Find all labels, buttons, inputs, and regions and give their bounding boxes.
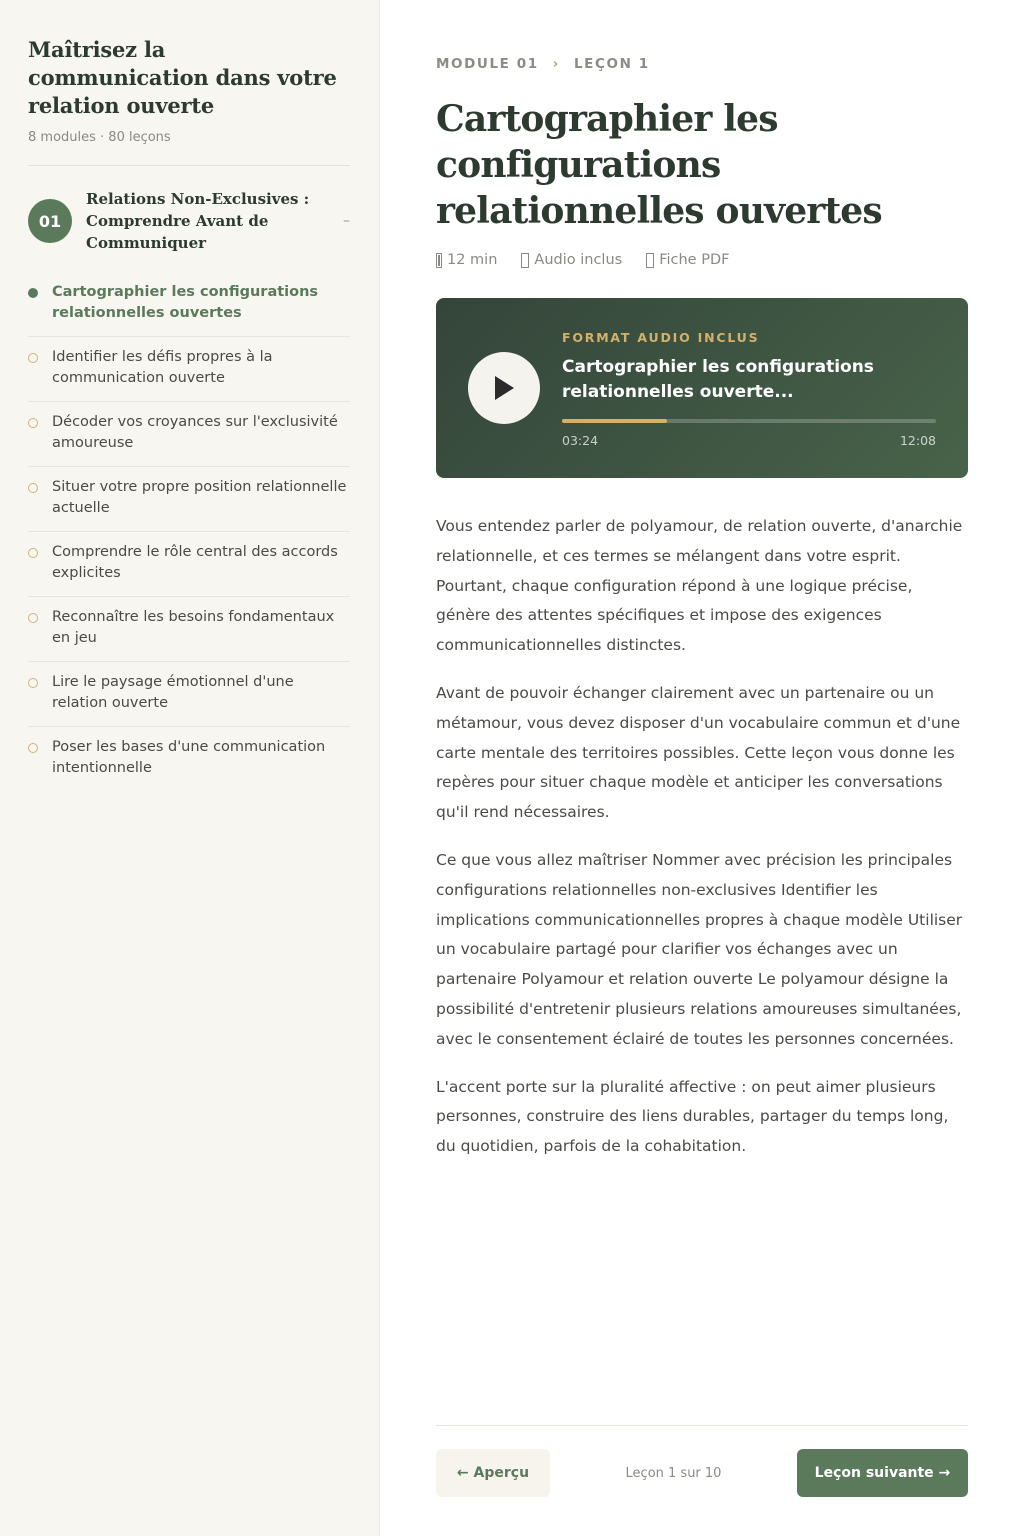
duration-text: 12 min — [447, 252, 498, 268]
lesson-dot-icon — [28, 483, 38, 493]
lesson-meta — [436, 252, 968, 268]
pdf-text: Fiche PDF — [659, 252, 730, 268]
lesson-item-2[interactable] — [28, 337, 350, 402]
page-title: Cartographier les configurations relationnelles ouvertes — [436, 98, 882, 232]
course-meta: 8 modules · 80 leçons — [28, 130, 171, 145]
lesson-item-8[interactable] — [28, 727, 350, 792]
lesson-dot-icon — [28, 353, 38, 363]
lesson-label: Lire le paysage émotionnel d'une relation ouverte — [52, 674, 294, 711]
lesson-body — [436, 512, 968, 1162]
lesson-item-1[interactable] — [28, 272, 350, 337]
audio-time-row — [562, 433, 936, 448]
audio-meta — [521, 252, 622, 268]
collapse-icon[interactable]: – — [343, 213, 350, 229]
sidebar-divider — [28, 165, 350, 166]
audio-track-title: Cartographier les configurations relationnelles ouverte... — [562, 357, 874, 402]
lesson-item-7[interactable] — [28, 662, 350, 727]
audio-player — [436, 298, 968, 478]
lesson-label: Cartographier les configurations relationnelles ouvertes — [52, 284, 319, 321]
lesson-paragraph: Vous entendez parler de polyamour, de relation ouverte, d'anarchie relationnelle, et ces termes se mélangent dans votre esprit. Pourtant, chaque configuration répond à une logique précise, génère des attentes spécifiques et impose des exigences communicationnelles distinctes. — [436, 517, 963, 655]
next-lesson-button[interactable]: Leçon suivante → — [797, 1449, 968, 1497]
module-header[interactable] — [28, 188, 350, 254]
total-time: 12:08 — [899, 433, 936, 448]
lesson-label: Poser les bases d'une communication intentionnelle — [52, 739, 326, 776]
play-icon — [493, 375, 515, 401]
page-indicator: Leçon 1 sur 10 — [625, 1465, 722, 1481]
current-lesson-dot-icon — [28, 288, 38, 298]
lesson-dot-icon — [28, 743, 38, 753]
lesson-item-6[interactable] — [28, 597, 350, 662]
lesson-paragraph: Ce que vous allez maîtriser Nommer avec précision les principales configurations relationnelles non-exclusives Identifier les implications communicationnelles propres à chaque modèle Utiliser un vocabulaire partagé pour clarifier vos échanges avec un partenaire Polyamour et relation ouverte Le polyamour désigne la possibilité d'entretenir plusieurs relations amoureuses simultanées, avec le consentement éclairé de toutes les personnes concernées. — [436, 850, 963, 1048]
lesson-dot-icon — [28, 548, 38, 558]
lesson-label: Décoder vos croyances sur l'exclusivité amoureuse — [52, 414, 338, 451]
clock-icon — [436, 253, 442, 268]
lesson-label: Comprendre le rôle central des accords explicites — [52, 544, 338, 581]
lesson-paragraph: Avant de pouvoir échanger clairement avec un partenaire ou un métamour, vous devez disposer d'un vocabulaire commun et d'une carte mentale des territoires possibles. Cette leçon vous donne les repères pour situer chaque modèle et anticiper les conversations qu'il rend nécessaires. — [436, 683, 961, 822]
play-button[interactable] — [468, 352, 540, 424]
lesson-footer — [436, 1425, 968, 1497]
breadcrumb-chevron-icon: › — [552, 56, 560, 72]
lesson-label: Identifier les défis propres à la communication ouverte — [52, 349, 273, 386]
audio-progress-fill — [562, 419, 667, 423]
course-sidebar — [0, 0, 380, 1536]
audio-text: Audio inclus — [534, 252, 623, 268]
module-title: Relations Non-Exclusives : Comprendre Avant de Communiquer — [86, 190, 310, 252]
module-number-badge: 01 — [28, 199, 72, 243]
headphones-icon — [521, 253, 529, 268]
current-time: 03:24 — [562, 433, 599, 448]
breadcrumb-module[interactable]: MODULE 01 — [436, 56, 539, 72]
audio-progress-bar[interactable] — [562, 419, 936, 423]
lesson-list — [28, 272, 350, 792]
breadcrumb — [436, 56, 968, 72]
lesson-label: Reconnaître les besoins fondamentaux en jeu — [52, 609, 335, 646]
lesson-content — [436, 0, 968, 1180]
audio-format-label: FORMAT AUDIO INCLUS — [562, 330, 760, 345]
pdf-meta[interactable] — [646, 252, 729, 268]
audio-info — [562, 330, 936, 448]
lesson-label: Situer votre propre position relationnelle actuelle — [52, 479, 347, 516]
lesson-dot-icon — [28, 613, 38, 623]
breadcrumb-lesson: LEÇON 1 — [573, 56, 650, 72]
document-icon — [646, 253, 654, 268]
lesson-dot-icon — [28, 418, 38, 428]
lesson-item-5[interactable] — [28, 532, 350, 597]
lesson-item-4[interactable] — [28, 467, 350, 532]
duration-meta — [436, 252, 497, 268]
lesson-item-3[interactable] — [28, 402, 350, 467]
course-title: Maîtrisez la communication dans votre relation ouverte — [28, 37, 337, 118]
lesson-paragraph: L'accent porte sur la pluralité affective : on peut aimer plusieurs personnes, construire des liens durables, partager du temps long, du quotidien, parfois de la cohabitation. — [436, 1077, 949, 1156]
lesson-dot-icon — [28, 678, 38, 688]
previous-button[interactable]: ← Aperçu — [436, 1449, 550, 1497]
